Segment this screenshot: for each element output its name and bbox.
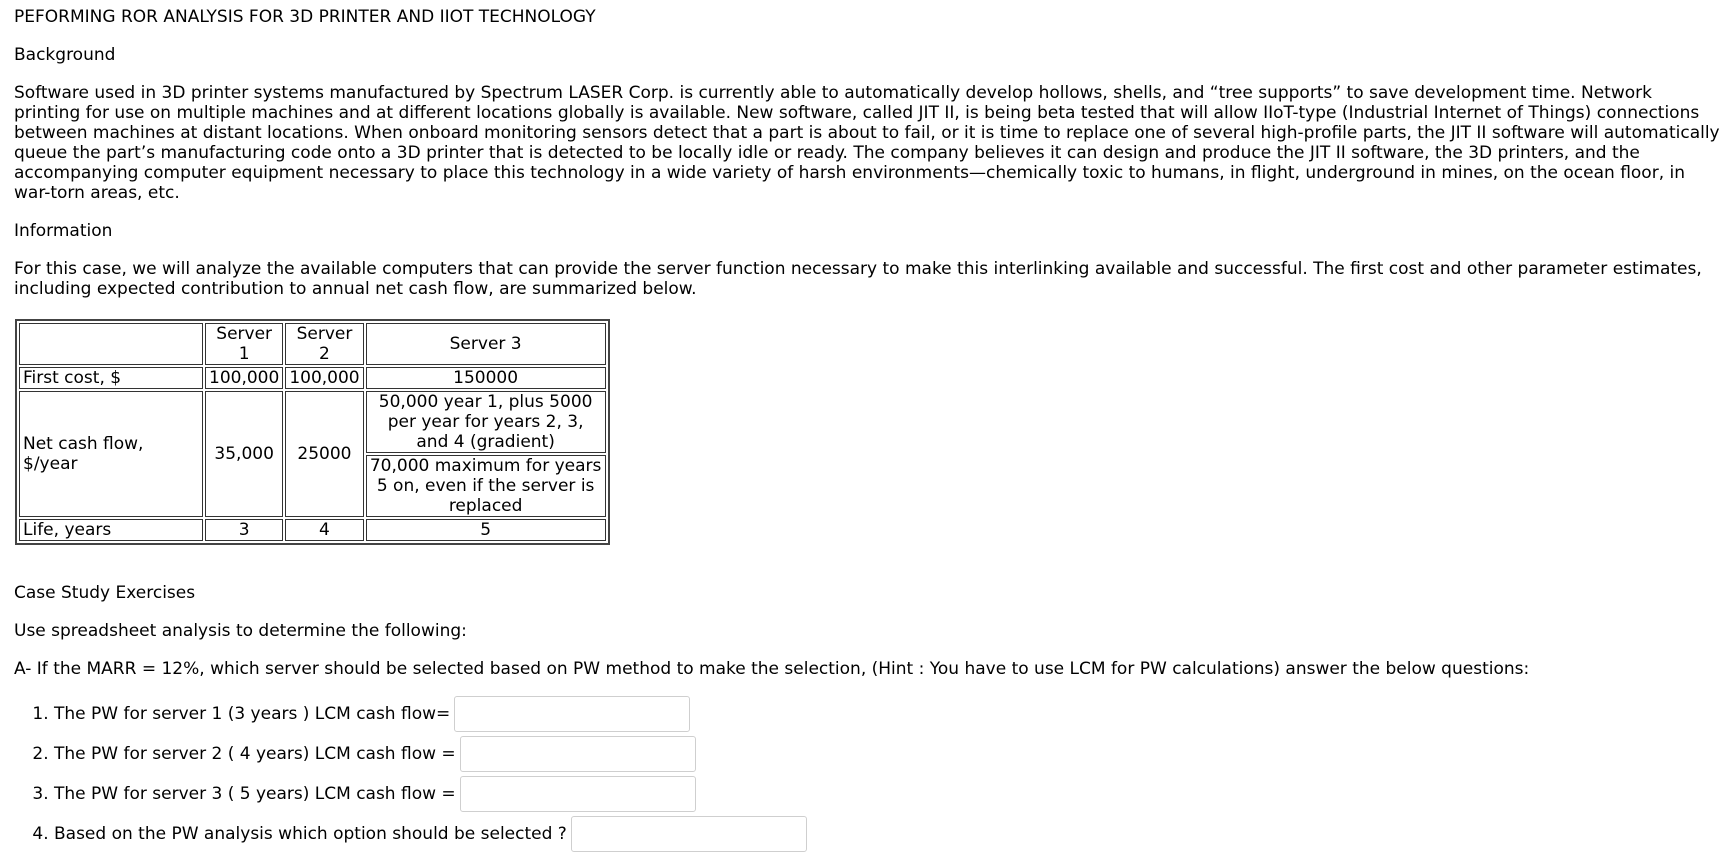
answer-input-2[interactable] <box>460 736 696 772</box>
question-2-label: The PW for server 2 ( 4 years) LCM cash flow = <box>54 744 456 764</box>
first-cost-server-1: 100,000 <box>205 367 283 389</box>
question-a-text: A- If the MARR = 12%, which server should be selected based on PW method to make the selection, (Hint : You have to use LCM for PW calculations) answer the below questions: <box>14 659 1530 679</box>
question-4-label: Based on the PW analysis which option should be selected ? <box>54 824 567 844</box>
answer-input-4[interactable] <box>571 816 807 852</box>
table-header-server-3: Server 3 <box>366 323 606 365</box>
page-title: PEFORMING ROR ANALYSIS FOR 3D PRINTER AND IIOT TECHNOLOGY <box>14 7 596 27</box>
life-server-3: 5 <box>366 519 606 541</box>
question-1-label: The PW for server 1 (3 years ) LCM cash flow= <box>54 704 451 724</box>
table-header-server-2: Server 2 <box>285 323 363 365</box>
net-cash-flow-server-3-gradient: 50,000 year 1, plus 5000 per year for years 2, 3, and 4 (gradient) <box>366 391 606 453</box>
life-label: Life, years <box>19 519 203 541</box>
first-cost-label: First cost, $ <box>19 367 203 389</box>
answer-input-3[interactable] <box>460 776 696 812</box>
net-cash-flow-label: Net cash flow, $/year <box>19 391 203 517</box>
information-paragraph: For this case, we will analyze the available computers that can provide the server function necessary to make this interlinking available and successful. The first cost and other parameter estimates, including expected contribution to annual net cash flow, are summarized below. <box>14 259 1702 299</box>
list-item <box>54 816 1720 856</box>
net-cash-flow-server-3-maximum: 70,000 maximum for years 5 on, even if the server is replaced <box>366 455 606 517</box>
table-header-row <box>19 323 606 365</box>
table-header-server-1: Server 1 <box>205 323 283 365</box>
instructions-text: Use spreadsheet analysis to determine the following: <box>14 621 467 641</box>
table-row-life <box>19 519 606 541</box>
net-cash-flow-server-2: 25000 <box>285 391 363 517</box>
table-row-net-cash-flow <box>19 391 606 453</box>
information-heading: Information <box>14 221 113 241</box>
case-study-heading: Case Study Exercises <box>14 583 196 603</box>
background-paragraph: Software used in 3D printer systems manufactured by Spectrum LASER Corp. is currently able to automatically develop hollows, shells, and “tree supports” to save development time. Network printing for use on multiple machines and at different locations globally is available. New software, called JIT II, is being beta tested that will allow IIoT-type (Industrial Internet of Things) connections between machines at distant locations. When onboard monitoring sensors detect that a part is about to fail, or it is time to replace one of several high-profile parts, the JIT II software will automatically queue the part’s manufacturing code onto a 3D printer that is detected to be locally idle or ready. The company believes it can design and produce the JIT II software, the 3D printers, and the accompanying computer equipment necessary to place this technology in a wide variety of harsh environments—chemically toxic to humans, in flight, underground in mines, on the ocean floor, in war-torn areas, etc. <box>14 83 1720 203</box>
table-row-first-cost <box>19 367 606 389</box>
list-item <box>54 776 1720 816</box>
question-3-label: The PW for server 3 ( 5 years) LCM cash flow = <box>54 784 456 804</box>
life-server-2: 4 <box>285 519 363 541</box>
table-header-empty <box>19 323 203 365</box>
life-server-1: 3 <box>205 519 283 541</box>
net-cash-flow-server-1: 35,000 <box>205 391 283 517</box>
questions-list <box>14 696 1720 856</box>
list-item <box>54 696 1720 736</box>
first-cost-server-3: 150000 <box>366 367 606 389</box>
first-cost-server-2: 100,000 <box>285 367 363 389</box>
background-heading: Background <box>14 45 116 65</box>
list-item <box>54 736 1720 776</box>
server-parameters-table <box>15 319 610 545</box>
answer-input-1[interactable] <box>454 696 690 732</box>
